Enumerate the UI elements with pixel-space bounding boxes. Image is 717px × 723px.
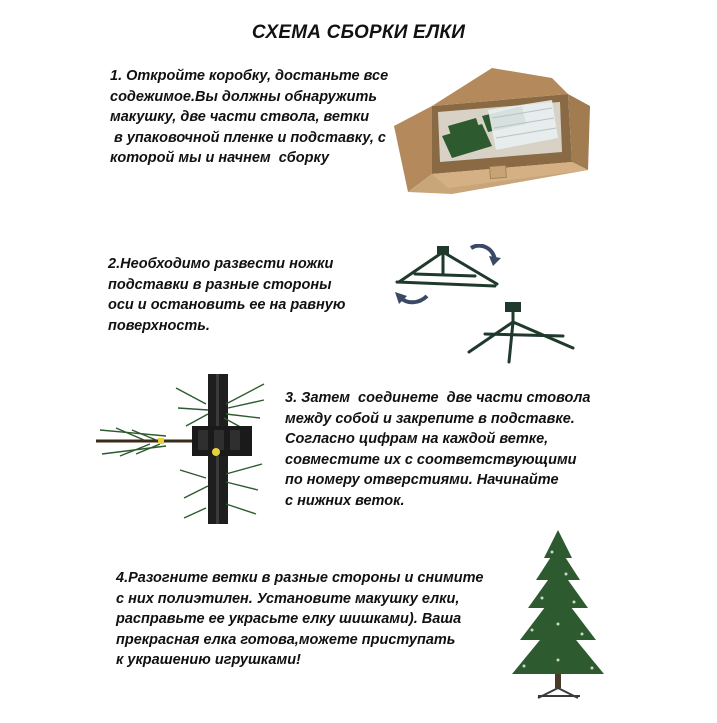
step-1-text: 1. Откройте коробку, достаньте все содежимое.Вы должны обнаружить макушку, две части ствола, ветки в упаковочной пленке и подставку, с которой мы и начнем сборку (110, 68, 389, 166)
open-box-illustration (392, 66, 592, 196)
finished-tree-illustration (508, 528, 608, 700)
step-4-text: 4.Разогните ветки в разные стороны и снимите с них полиэтилен. Установите макушку елки, расправьте ее украсьте елку шишками). Ваша прекрасная елка готова,можете приступать к украшению игрушками! (116, 570, 484, 668)
page-title: СХЕМА СБОРКИ ЕЛКИ (251, 22, 466, 43)
trunk-assembly-illustration (96, 374, 266, 524)
tree-stand-illustration (385, 244, 580, 366)
step-2-text: 2.Необходимо развести ножки подставки в разные стороны оси и остановить ее на равную поверхность. (108, 256, 346, 334)
step-3-text: 3. Затем соединете две части стовола между собой и закрепите в подставке. Согласно цифрам на каждой ветке, совместите их с соответствующими по номеру отверстиями. Начинайте с нижних веток. (285, 390, 591, 509)
